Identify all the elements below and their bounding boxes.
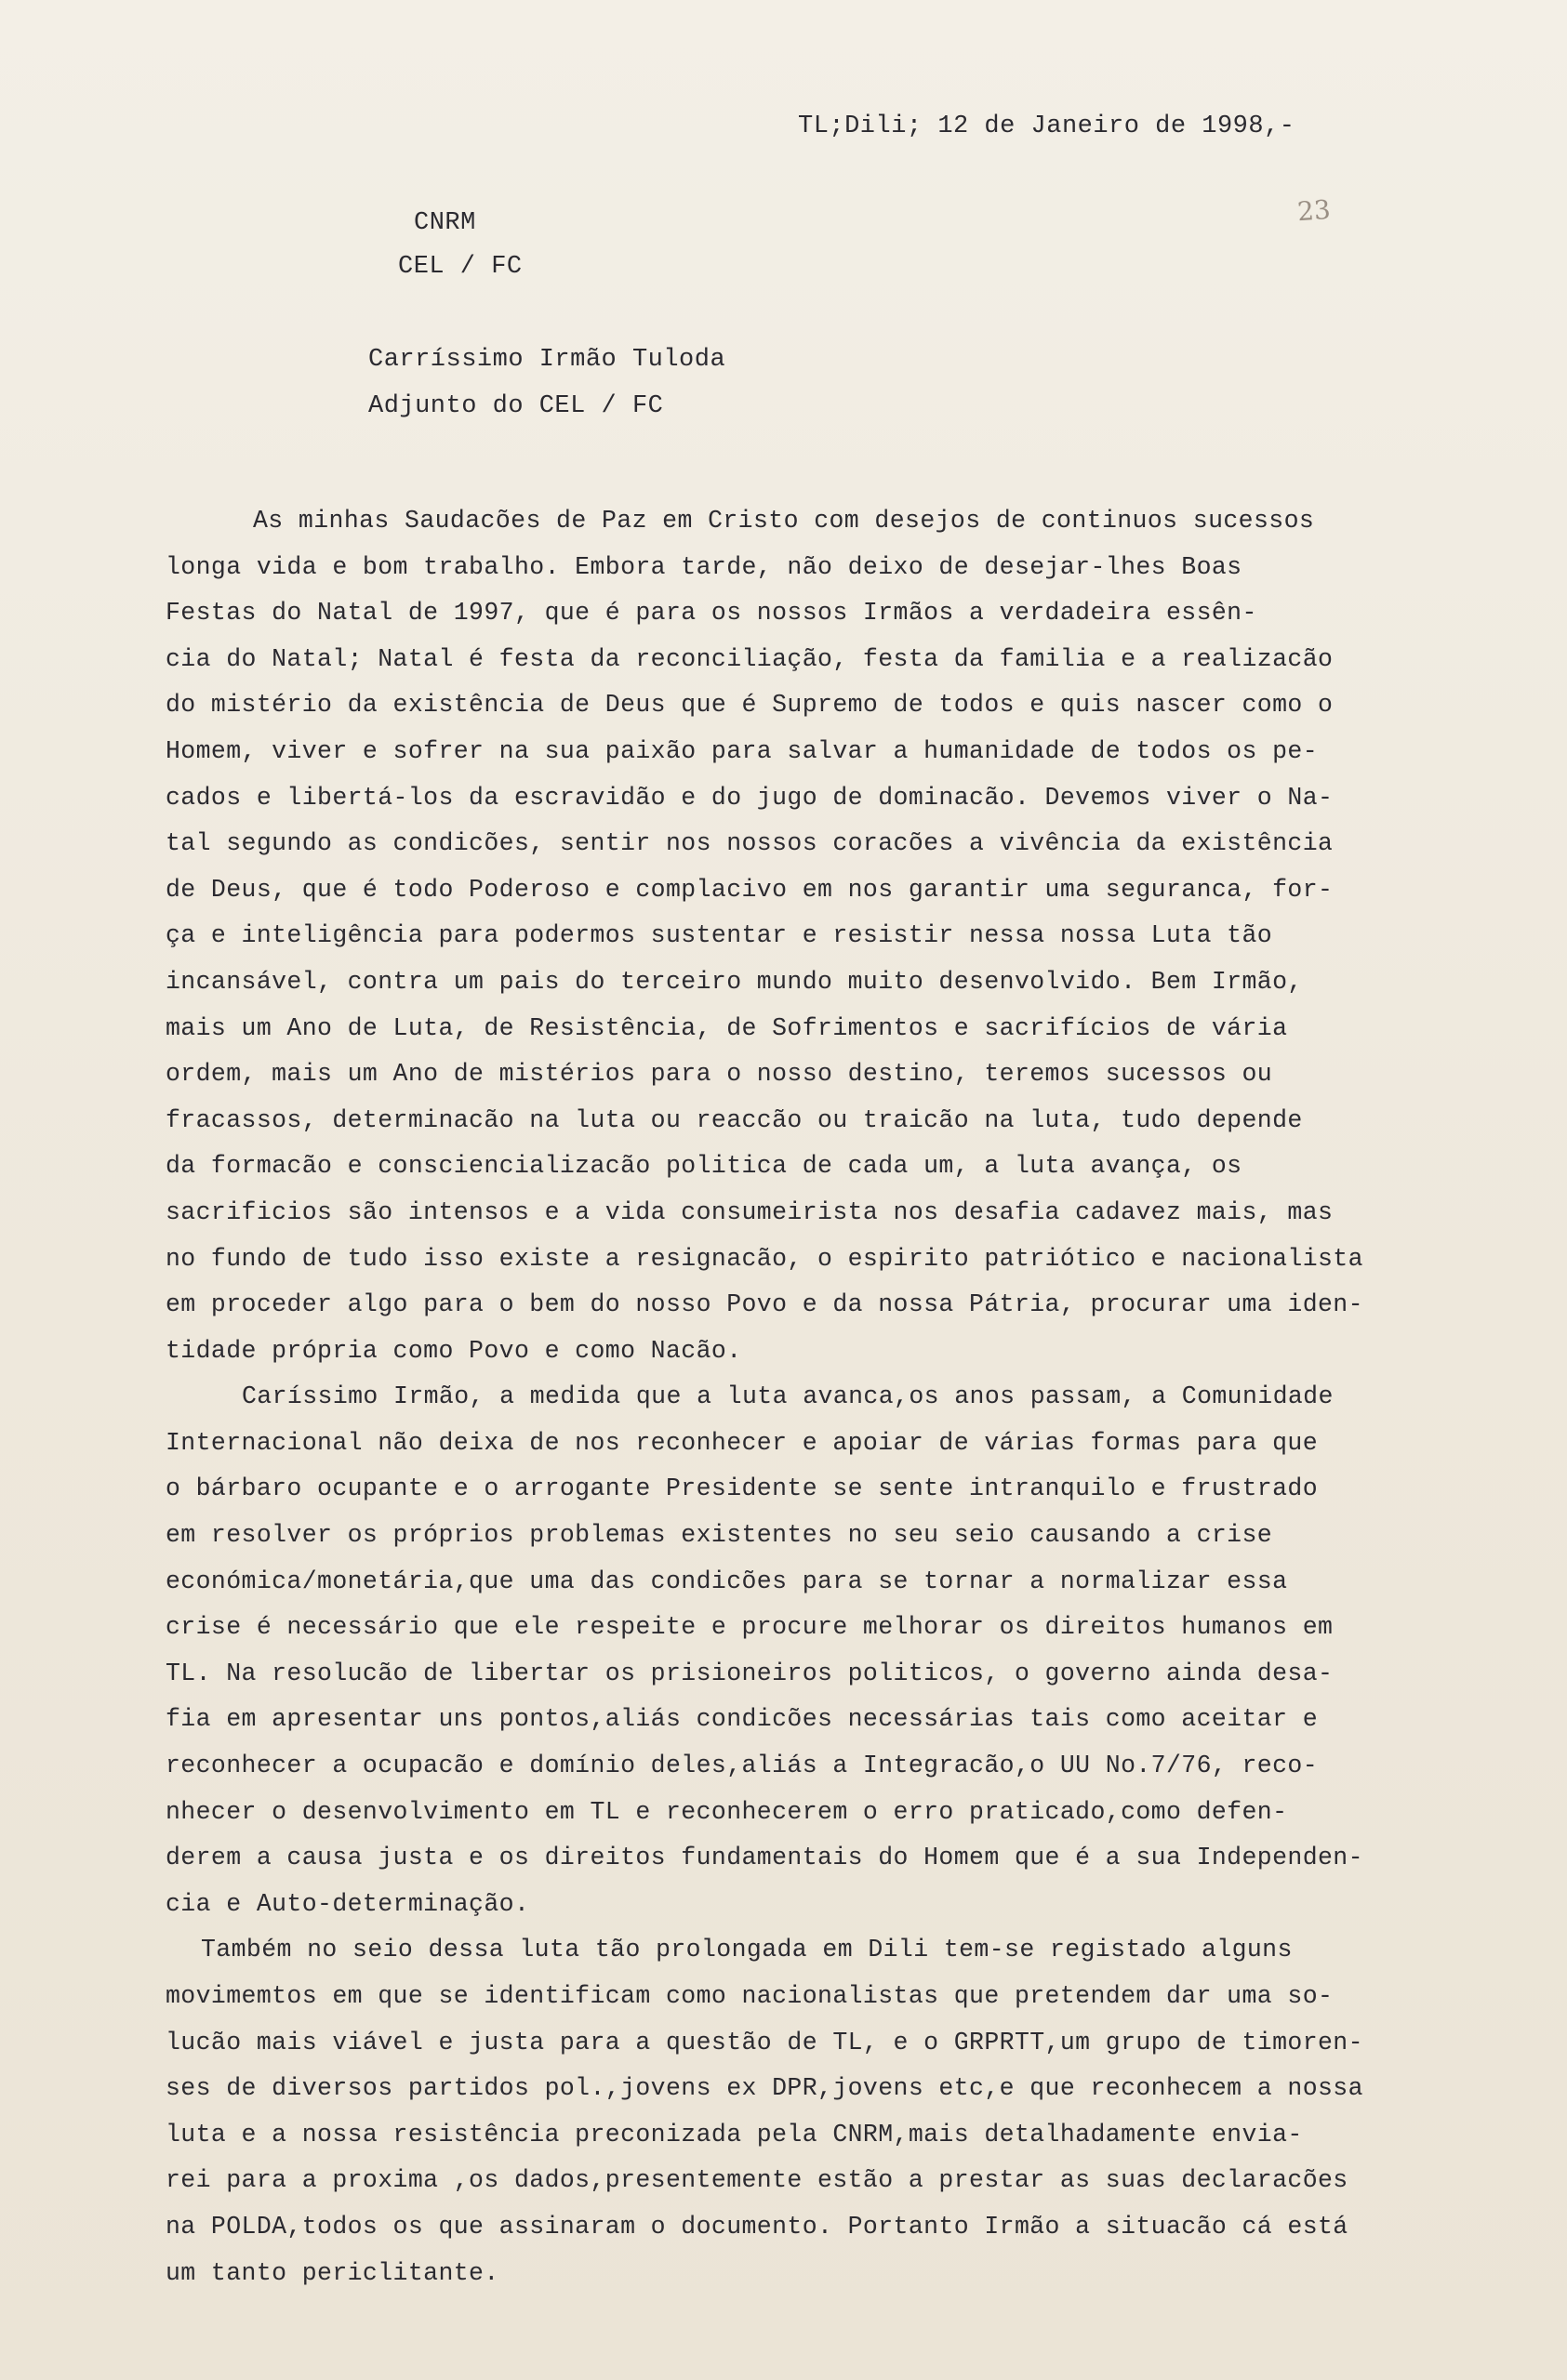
- body-line: Homem, viver e sofrer na sua paixão para salvar a humanidade de todos os pe-: [166, 736, 1318, 765]
- body-line: do mistério da existência de Deus que é Supremo de todos e quis nascer como o: [166, 691, 1334, 720]
- body-line: rei para a proxima ,os dados,presentemente estão a prestar as suas declaracões: [166, 2166, 1348, 2195]
- body-line: em resolver os próprios problemas existentes no seu seio causando a crise: [166, 1521, 1273, 1550]
- body-line: no fundo de tudo isso existe a resignacão, o espirito patriótico e nacionalista: [166, 1244, 1363, 1273]
- body-line: da formacão e consciencializacão politica de cada um, a luta avança, os: [166, 1152, 1242, 1181]
- body-line: movimemtos em que se identificam como nacionalistas que pretendem dar uma so-: [166, 1982, 1334, 2010]
- recipient-role: Adjunto do CEL / FC: [368, 392, 664, 420]
- body-line: em proceder algo para o bem do nosso Povo e da nossa Pátria, procurar uma iden-: [166, 1290, 1363, 1319]
- recipient-org: CNRM: [414, 209, 476, 237]
- body-line: ça e inteligência para podermos sustentar e resistir nessa nossa Luta tão: [166, 921, 1273, 950]
- date-line: TL;Dili; 12 de Janeiro de 1998,-: [798, 112, 1295, 140]
- body-line: na POLDA,todos os que assinaram o documento. Portanto Irmão a situacão cá está: [166, 2212, 1348, 2241]
- body-line: ordem, mais um Ano de mistérios para o nosso destino, teremos sucessos ou: [166, 1060, 1273, 1089]
- body-line: reconhecer a ocupacão e domínio deles,aliás a Integracão,o UU No.7/76, reco-: [166, 1752, 1318, 1780]
- body-line: tal segundo as condicões, sentir nos nossos coracões a vivência da existência: [166, 829, 1334, 858]
- body-line: luta e a nossa resistência preconizada pela CNRM,mais detalhadamente envia-: [166, 2120, 1303, 2149]
- body-line: Também no seio dessa luta tão prolongada em Dili tem-se registado alguns: [201, 1936, 1293, 1964]
- body-line: fracassos, determinacão na luta ou reaccão ou traicão na luta, tudo depende: [166, 1105, 1303, 1134]
- body-line: fia em apresentar uns pontos,aliás condicões necessárias tais como aceitar e: [166, 1705, 1318, 1734]
- body-line: sacrificios são intensos e a vida consumeirista nos desafia cadavez mais, mas: [166, 1197, 1334, 1226]
- body-line: lucão mais viável e justa para a questão de TL, e o GRPRTT,um grupo de timoren-: [166, 2028, 1363, 2056]
- body-line: crise é necessário que ele respeite e procure melhorar os direitos humanos em: [166, 1613, 1334, 1642]
- salutation: Carríssimo Irmão Tuloda: [368, 346, 726, 374]
- body-line: longa vida e bom trabalho. Embora tarde, não deixo de desejar-lhes Boas: [166, 552, 1242, 581]
- letter-body: [166, 498, 1523, 2296]
- body-line: Festas do Natal de 1997, que é para os nossos Irmãos a verdadeira essên-: [166, 599, 1257, 628]
- body-line: Caríssimo Irmão, a medida que a luta avanca,os anos passam, a Comunidade: [242, 1382, 1334, 1411]
- body-line: económica/monetária,que uma das condicões para se tornar a normalizar essa: [166, 1567, 1288, 1595]
- body-line: o bárbaro ocupante e o arrogante Presidente se sente intranquilo e frustrado: [166, 1474, 1318, 1503]
- body-line: nhecer o desenvolvimento em TL e reconhecerem o erro praticado,como defen-: [166, 1797, 1288, 1826]
- body-line: um tanto periclitante.: [166, 2258, 499, 2287]
- recipient-unit: CEL / FC: [398, 253, 523, 281]
- body-line: incansável, contra um pais do terceiro mundo muito desenvolvido. Bem Irmão,: [166, 967, 1303, 996]
- body-line: tidade própria como Povo e como Nacão.: [166, 1336, 742, 1365]
- body-line: cia do Natal; Natal é festa da reconciliação, festa da familia e a realizacão: [166, 644, 1334, 673]
- body-line: mais um Ano de Luta, de Resistência, de Sofrimentos e sacrifícios de vária: [166, 1013, 1288, 1042]
- body-line: Internacional não deixa de nos reconhecer e apoiar de várias formas para que: [166, 1428, 1318, 1457]
- body-line: cia e Auto-determinação.: [166, 1889, 530, 1918]
- page-number-mark: 23: [1295, 193, 1332, 228]
- body-line: de Deus, que é todo Poderoso e complacivo em nos garantir uma seguranca, for-: [166, 875, 1334, 904]
- body-line: cados e libertá-los da escravidão e do jugo de dominacão. Devemos viver o Na-: [166, 783, 1334, 812]
- body-line: ses de diversos partidos pol.,jovens ex DPR,jovens etc,e que reconhecem a nossa: [166, 2074, 1363, 2103]
- body-line: As minhas Saudacões de Paz em Cristo com desejos de continuos sucessos: [253, 507, 1315, 535]
- body-line: derem a causa justa e os direitos fundamentais do Homem que é a sua Independen-: [166, 1844, 1363, 1872]
- body-line: TL. Na resolucão de libertar os prisioneiros politicos, o governo ainda desa-: [166, 1659, 1334, 1687]
